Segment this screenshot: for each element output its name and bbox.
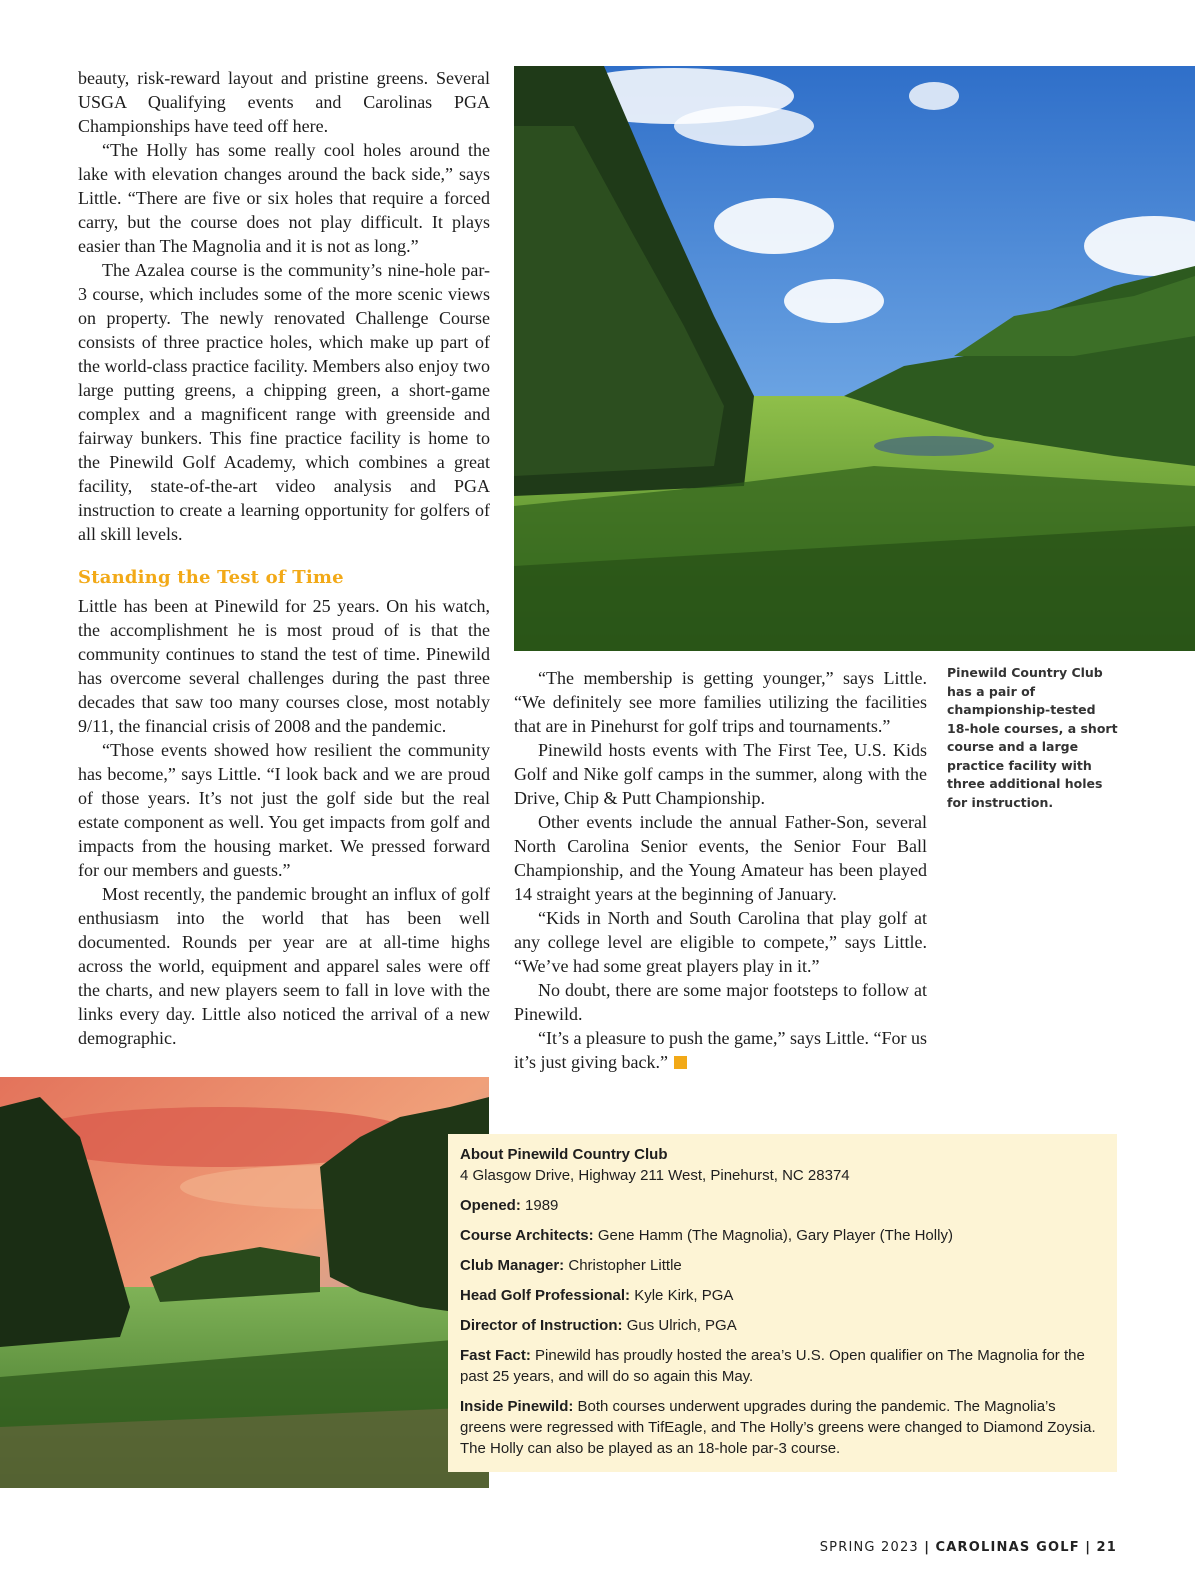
fact-label: Club Manager: (460, 1257, 565, 1274)
fact-label: Opened: (460, 1197, 521, 1214)
article-paragraph: Pinewild hosts events with The First Tee, U.S. Kids Golf and Nike golf camps in the summer, along with the Drive, Chip & Putt Championship. (514, 740, 927, 808)
info-box-title (460, 1144, 1105, 1165)
article-paragraph: The Azalea course is the community’s nine-hole par-3 course, which includes some of the more scenic views on property. The newly renovated Challenge Course consists of three practice holes, which make up part of the world-class practice facility. Members also enjoy two large putting greens, a chipping green, a short-game complex and a magnificent range with greenside and fairway bunkers. This fine practice facility is home to the Pinewild Golf Academy, which combines a great facility, state-of-the-art video analysis and PGA instruction to create a learning opportunity for golfers of all skill levels. (78, 260, 490, 544)
article-column-left-bottom (78, 594, 490, 1050)
fact-inside-pinewild (460, 1396, 1105, 1459)
article-paragraph: beauty, risk-reward layout and pristine greens. Several USGA Qualifying events and Carolinas PGA Championships have teed off here. (78, 68, 490, 136)
fact-head-pro (460, 1285, 1105, 1306)
article-final-text: “It’s a pleasure to push the game,” says Little. “For us it’s just giving back.” (514, 1028, 927, 1072)
article-paragraph: “Those events showed how resilient the community has become,” says Little. “I look back and we are proud of those years. It’s not just the golf side but the real estate component as well. You get impacts from golf and impacts from the housing market. We pressed forward for our members and guests.” (78, 740, 490, 880)
fact-label: Inside Pinewild: (460, 1398, 574, 1415)
page-number: 21 (1096, 1540, 1117, 1555)
fact-value: Pinewild has proudly hosted the area’s U.S. Open qualifier on The Magnolia for the past 25 years, and will do so again this May. (460, 1347, 1085, 1385)
fact-value: 1989 (525, 1197, 559, 1214)
fact-value: Gene Hamm (The Magnolia), Gary Player (The Holly) (597, 1227, 953, 1244)
fact-label: Fast Fact: (460, 1347, 531, 1364)
article-column-left-top (78, 66, 490, 546)
fact-label: Head Golf Professional: (460, 1287, 631, 1304)
club-address: 4 Glasgow Drive, Highway 211 West, Pinehurst, NC 28374 (460, 1167, 850, 1184)
fact-value: Kyle Kirk, PGA (634, 1287, 734, 1304)
fact-value: Gus Ulrich, PGA (626, 1317, 737, 1334)
article-paragraph: “The membership is getting younger,” says Little. “We definitely see more families utilizing the facilities that are in Pinehurst for golf trips and tournaments.” (514, 668, 927, 736)
fact-opened (460, 1195, 1105, 1216)
fact-director-instruction (460, 1315, 1105, 1336)
golf-course-photo (514, 66, 1195, 651)
article-paragraph: Most recently, the pandemic brought an influx of golf enthusiasm into the world that has been well documented. Rounds per year are at all-time highs across the world, equipment and apparel sales were off the charts, and new players seem to fall in love with the links every day. Little also noticed the arrival of a new demographic. (78, 884, 490, 1048)
article-paragraph: “The Holly has some really cool holes around the lake with elevation changes around the back side,” says Little. “There are five or six holes that require a forced carry, but the course does not play difficult. It plays easier than The Magnolia and it is not as long.” (78, 140, 490, 256)
fact-label: Course Architects: (460, 1227, 594, 1244)
info-box-title-text: About Pinewild Country Club (460, 1146, 668, 1163)
section-subhead: Standing the Test of Time (78, 567, 344, 588)
article-paragraph: “Kids in North and South Carolina that play golf at any college level are eligible to compete,” says Little. “We’ve had some great players play in it.” (514, 908, 927, 976)
article-paragraph: Little has been at Pinewild for 25 years. On his watch, the accomplishment he is most proud of is that the community continues to stand the test of time. Pinewild has overcome several challenges during the past three decades that saw too many courses close, most notably 9/11, the financial crisis of 2008 and the pandemic. (78, 596, 490, 736)
fact-value: Both courses underwent upgrades during the pandemic. The Magnolia’s greens were regressed with TifEagle, and The Holly’s greens were changed to Diamond Zoysia. The Holly can also be played as an 18-hole par-3 course. (460, 1398, 1096, 1457)
folio-separator: | (924, 1540, 931, 1555)
article-paragraph: No doubt, there are some major footsteps to follow at Pinewild. (514, 980, 927, 1024)
folio-separator: | (1085, 1540, 1092, 1555)
article-final-paragraph (514, 1026, 927, 1074)
fact-fast-fact (460, 1345, 1105, 1387)
photo-caption: Pinewild Country Club has a pair of championship-tested 18-hole courses, a short course and a large practice facility with three additional holes for instruction. (947, 665, 1118, 810)
fact-architects (460, 1225, 1105, 1246)
article-column-middle (514, 666, 927, 1074)
fact-club-manager (460, 1255, 1105, 1276)
club-info-box (448, 1134, 1117, 1472)
folio-publication: CAROLINAS GOLF (935, 1540, 1080, 1555)
article-paragraph: Other events include the annual Father-Son, several North Carolina Senior events, the Senior Four Ball Championship, and the Young Amateur has been played 14 straight years at the beginning of January. (514, 812, 927, 904)
page-folio (820, 1540, 1117, 1555)
folio-season: SPRING 2023 (819, 1540, 919, 1555)
fact-value: Christopher Little (568, 1257, 682, 1274)
sunset-course-photo (0, 1077, 489, 1488)
end-mark-icon (674, 1056, 687, 1069)
fact-label: Director of Instruction: (460, 1317, 623, 1334)
